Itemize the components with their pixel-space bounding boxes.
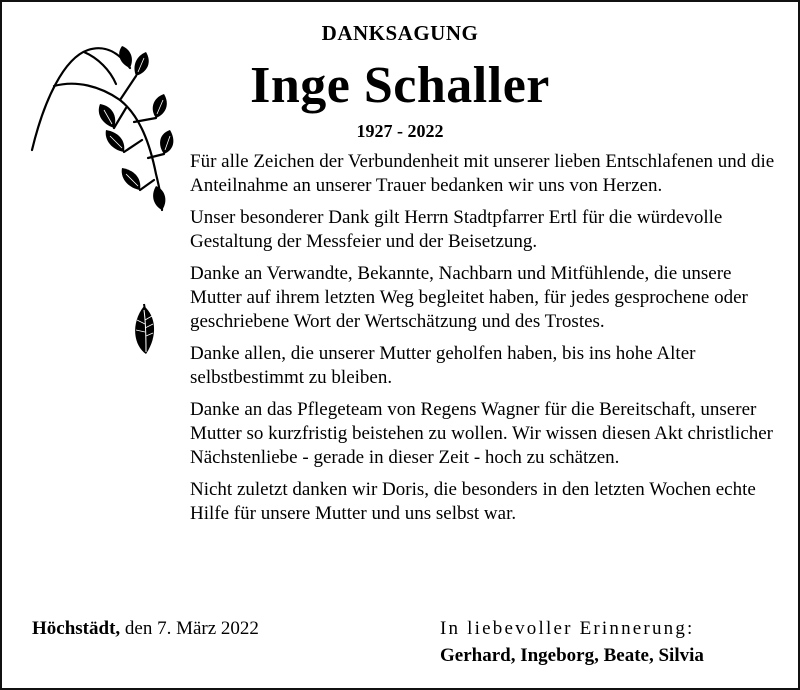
memory-line: In liebevoller Erinnerung:	[440, 618, 695, 639]
paragraph: Danke allen, die unserer Mutter geholfen haben, bis ins hohe Alter selbstbestimmt zu bleiben.	[190, 343, 696, 388]
notice-heading: DANKSAGUNG	[321, 21, 479, 45]
falling-leaf-icon	[126, 302, 162, 360]
paragraph: Unser besonderer Dank gilt Herrn Stadtpfarrer Ertl für die würdevolle Gestaltung der Messfeier und der Beisetzung.	[190, 207, 723, 252]
place-name: Höchstädt,	[32, 618, 121, 639]
life-years: 1927 - 2022	[356, 121, 444, 141]
date-text: den 7. März 2022	[120, 618, 259, 639]
paragraph: Für alle Zeichen der Verbundenheit mit unserer lieben Entschlafenen und die Anteilnahme an unserer Trauer bedanken wir uns von Herzen.	[190, 151, 775, 196]
paragraph: Danke an das Pflegeteam von Regens Wagner für die Bereitschaft, unserer Mutter so kurzfristig beistehen zu wollen. Wir wissen diesen Akt christlicher Nächstenliebe - gerade in dieser Zeit - hoch zu schätzen.	[190, 399, 774, 468]
thanks-text	[190, 150, 776, 534]
paragraph: Nicht zuletzt danken wir Doris, die besonders in den letzten Wochen echte Hilfe für unsere Mutter und uns selbst war.	[190, 479, 756, 524]
paragraph: Danke an Verwandte, Bekannte, Nachbarn und Mitfühlende, die unsere Mutter auf ihrem letzten Weg begleitet haben, für jedes gesprochene oder geschriebene Wort der Wertschätzung und des Trostes.	[190, 263, 748, 332]
place-date	[32, 618, 259, 640]
deceased-name: Inge Schaller	[250, 57, 550, 114]
signers-names: Gerhard, Ingeborg, Beate, Silvia	[440, 645, 704, 666]
